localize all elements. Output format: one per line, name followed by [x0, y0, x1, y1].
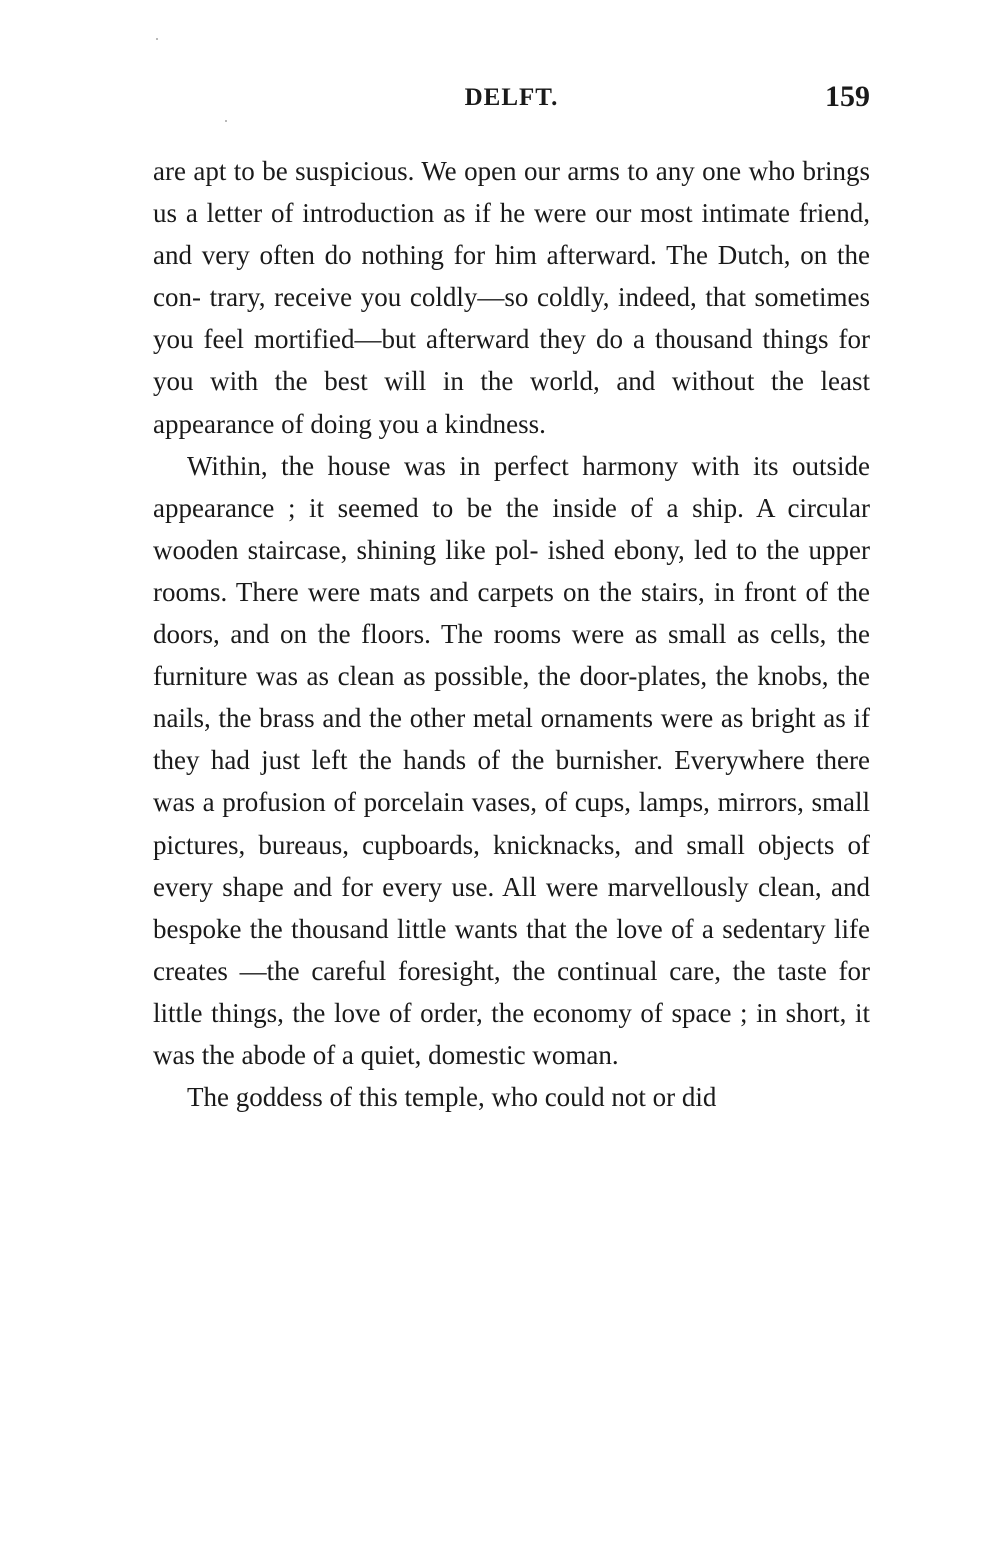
scan-speck: [156, 38, 158, 40]
scan-speck: [225, 120, 227, 122]
running-head: DELFT.: [464, 84, 559, 111]
body-text: [153, 150, 870, 1118]
page-number: 159: [825, 80, 870, 113]
paragraph: The goddess of this temple, who could not or did: [187, 1082, 717, 1113]
paragraph: Within, the house was in perfect harmony with its outside appearance ; it seemed to be the inside of a ship. A circular wooden staircase, shining like pol- ished ebony, led to the upper rooms. There were mats and carpets on the stairs, in front of the doors, and on the floors. The rooms were as small as cells, the furniture was as clean as possible, the door-plates, the knobs, the nails, the brass and the other metal ornaments were as bright as if they had just left the hands of the burnisher. Everywhere there was a profusion of porcelain vases, of cups, lamps, mirrors, small pictures, bureaus, cupboards, knicknacks, and small objects of every shape and for every use. All were marvellously clean, and bespoke the thousand little wants that the love of a sedentary life creates —the careful foresight, the continual care, the taste for little things, the love of order, the economy of space ; in short, it was the abode of a quiet, domestic woman.: [153, 450, 870, 1070]
paragraph: are apt to be suspicious. We open our arms to any one who brings us a letter of introduction as if he were our most intimate friend, and very often do nothing for him afterward. The Dutch, on the con- trary, receive you coldly—so coldly, indeed, that sometimes you feel mortified—but afterward they do a thousand things for you with the best will in the world, and without the least appearance of doing you a kindness.: [153, 156, 870, 439]
page-header: [153, 80, 870, 120]
